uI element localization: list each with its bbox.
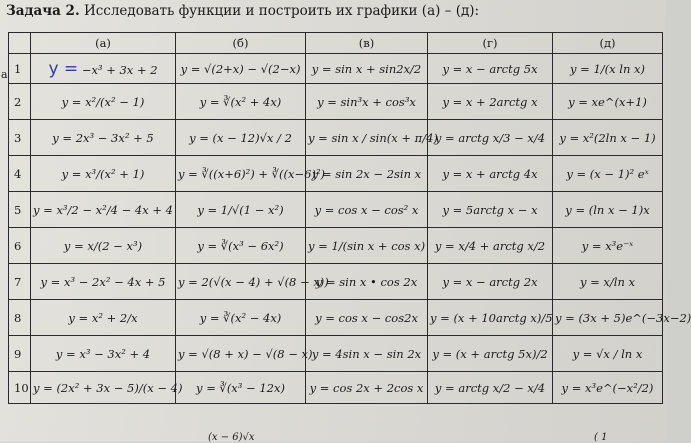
cell-a: y = (2x² + 3x − 5)/(x − 4) <box>31 372 176 404</box>
cell-a: y = 2x³ − 3x² + 5 <box>31 120 176 156</box>
cell-d: y = x − arctg 2x <box>428 264 553 300</box>
cell-a: y = x³/(x² + 1) <box>31 156 176 192</box>
header-e: (д) <box>553 33 663 54</box>
cell-a: y = x³/2 − x²/4 − 4x + 4 <box>31 192 176 228</box>
cell-e: y = x³e^(−x²/2) <box>553 372 663 404</box>
cell-a-formula: −x³ + 3x + 2 <box>81 62 158 77</box>
cell-b: y = (x − 12)√x / 2 <box>176 120 306 156</box>
cell-a: y = x/(2 − x³) <box>31 228 176 264</box>
cell-d: y = x + 2arctg x <box>428 84 553 120</box>
table-row <box>9 372 663 404</box>
cell-e: y = x³e⁻ˣ <box>553 228 663 264</box>
cell-c: y = sin³x + cos³x <box>306 84 428 120</box>
cut-off-formula-b: (x − 6)√x <box>208 432 255 443</box>
row-number: 9 <box>9 336 31 372</box>
cell-d: y = x + arctg 4x <box>428 156 553 192</box>
row-number: 5 <box>9 192 31 228</box>
task-title <box>6 3 479 19</box>
functions-table <box>8 32 691 404</box>
cell-b: y = ∛((x+6)²) + ∛((x−6)²) <box>176 156 306 192</box>
cell-c: y = sin x • cos 2x <box>306 264 428 300</box>
table-row <box>9 264 663 300</box>
cell-b: y = √(8 + x) − √(8 − x) <box>176 336 306 372</box>
cell-c: y = sin x + sin2x/2 <box>306 54 428 84</box>
handwritten-note: y = <box>48 58 79 79</box>
cell-d: y = 5arctg x − x <box>428 192 553 228</box>
row-number: 4 <box>9 156 31 192</box>
cell-b: y = 1/√(1 − x²) <box>176 192 306 228</box>
cell-b: y = ∛(x² − 4x) <box>176 300 306 336</box>
header-b: (б) <box>176 33 306 54</box>
cut-off-formula-e: ( 1 <box>594 432 608 443</box>
cell-a: y = x³ − 3x² + 4 <box>31 336 176 372</box>
cell-b: y = ∛(x³ − 6x²) <box>176 228 306 264</box>
header-c: (в) <box>306 33 428 54</box>
table-row <box>9 54 663 84</box>
cell-c: y = sin x / sin(x + π/4) <box>306 120 428 156</box>
table-row <box>9 192 663 228</box>
cell-e: y = √x / ln x <box>553 336 663 372</box>
row-number: 8 <box>9 300 31 336</box>
cell-e: y = (x − 1)² eˣ <box>553 156 663 192</box>
cell-b: y = ∛(x³ − 12x) <box>176 372 306 404</box>
cell-e: y = (3x + 5)e^(−3x−2) <box>553 300 663 336</box>
cell-e: y = x²(2ln x − 1) <box>553 120 663 156</box>
cell-e: y = 1/(x ln x) <box>553 54 663 84</box>
row-number: 10 <box>9 372 31 404</box>
table-row <box>9 120 663 156</box>
cell-d: y = x/4 + arctg x/2 <box>428 228 553 264</box>
cell-a: y = x² + 2/x <box>31 300 176 336</box>
cell-b: y = 2(√(x − 4) + √(8 − x)) <box>176 264 306 300</box>
row-number: 7 <box>9 264 31 300</box>
table-row <box>9 300 663 336</box>
cell-c: y = sin 2x − 2sin x <box>306 156 428 192</box>
cell-d: y = (x + arctg 5x)/2 <box>428 336 553 372</box>
row-number: 3 <box>9 120 31 156</box>
header-a: (а) <box>31 33 176 54</box>
page-edge-letter: a <box>1 68 8 81</box>
cell-d: y = arctg x/2 − x/4 <box>428 372 553 404</box>
header-d: (г) <box>428 33 553 54</box>
header-number <box>9 33 31 54</box>
cell-c: y = cos x − cos² x <box>306 192 428 228</box>
cell-b: y = √(2+x) − √(2−x) <box>176 54 306 84</box>
cell-a: y = x²/(x² − 1) <box>31 84 176 120</box>
cell-d: y = (x + 10arctg x)/5 <box>428 300 553 336</box>
cell-c: y = 1/(sin x + cos x) <box>306 228 428 264</box>
cell-a: y = x³ − 2x² − 4x + 5 <box>31 264 176 300</box>
cell-d: y = x − arctg 5x <box>428 54 553 84</box>
table-row <box>9 336 663 372</box>
cell-d: y = arctg x/3 − x/4 <box>428 120 553 156</box>
cell-c: y = cos 2x + 2cos x <box>306 372 428 404</box>
table-header-row <box>9 33 663 54</box>
cell-e: y = x/ln x <box>553 264 663 300</box>
task-number: Задача 2. <box>6 3 80 19</box>
cell-e: y = xe^(x+1) <box>553 84 663 120</box>
cell-c: y = 4sin x − sin 2x <box>306 336 428 372</box>
task-text: Исследовать функции и построить их графики (а) – (д): <box>79 3 480 19</box>
cell-c: y = cos x − cos2x <box>306 300 428 336</box>
cell-e: y = (ln x − 1)x <box>553 192 663 228</box>
cell-b: y = ∛(x² + 4x) <box>176 84 306 120</box>
table-row <box>9 156 663 192</box>
table-row <box>9 228 663 264</box>
table-row <box>9 84 663 120</box>
row-number: 6 <box>9 228 31 264</box>
cell-a <box>31 54 176 84</box>
row-number: 2 <box>9 84 31 120</box>
row-number: 1 <box>9 54 31 84</box>
